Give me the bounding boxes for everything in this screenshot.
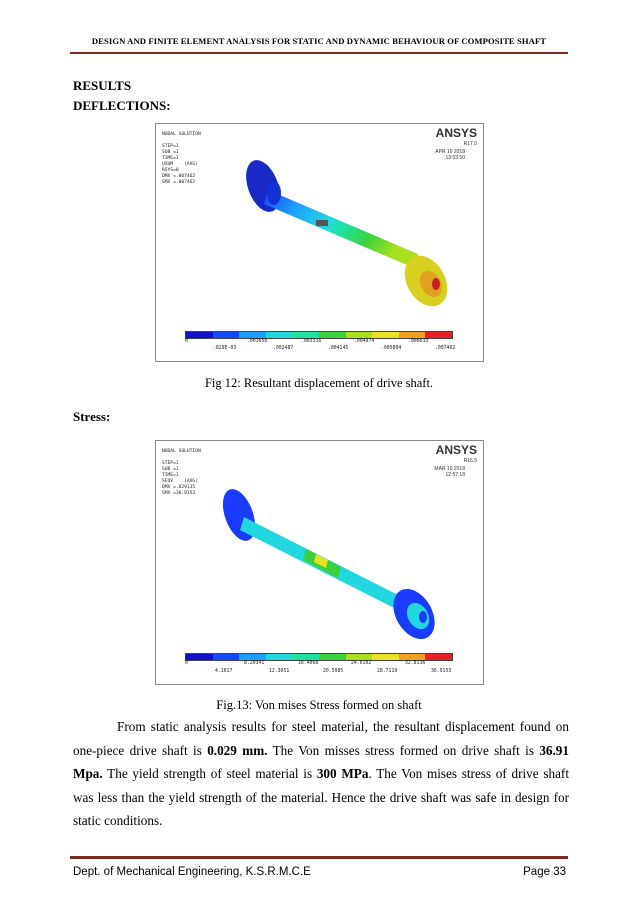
fig13-ansys-logo: ANSYS	[435, 443, 477, 457]
fig13-legend-2: 8.20341	[244, 661, 265, 666]
displacement-value: 0.029 mm.	[207, 742, 268, 758]
fig12-legend-swatch-9	[425, 332, 452, 338]
fig13-legend-swatch-2	[239, 654, 266, 660]
fig13-legend-0: 0	[185, 661, 188, 666]
fig13-legend-6: 24.6102	[351, 661, 372, 666]
para-text-3: The yield strength of steel material is	[102, 766, 317, 782]
fig12-legend-1: .829E-03	[213, 346, 237, 351]
footer-rule	[70, 856, 568, 859]
fig13-legend-swatch-7	[372, 654, 399, 660]
fig13-legend-3: 12.3051	[269, 669, 290, 674]
fig13-shaft-model	[156, 441, 483, 684]
fig12-legend-6: .004974	[354, 339, 375, 344]
fig13-legend-5: 20.5085	[323, 669, 344, 674]
fig12-legend-5: .004145	[328, 346, 349, 351]
fig13-time: 12:57:18	[445, 472, 465, 478]
fig12-caption: Fig 12: Resultant displacement of drive shaft.	[204, 376, 434, 390]
fig13-legend-4: 16.4068	[298, 661, 319, 666]
figure-12-resultant-displacement	[155, 123, 484, 362]
para-text-2: The Von misses stress formed on drive shaft is	[267, 742, 540, 758]
fig12-ansys-logo: ANSYS	[435, 126, 477, 140]
fig12-legend-8: .006633	[408, 339, 429, 344]
fig13-legend-9: 36.9153	[431, 669, 452, 674]
fig13-legend-swatch-1	[213, 654, 240, 660]
yield-strength-value: 300 MPa	[316, 766, 369, 782]
para-text-1: From static analysis results for steel material, the resultant displacement found on one-piece drive shaft is	[73, 719, 569, 758]
fig12-legend-swatch-4	[292, 332, 319, 338]
fig13-caption: Fig.13: Von mises Stress formed on shaft	[216, 698, 422, 712]
fig13-legend-swatch-6	[346, 654, 373, 660]
fig12-legend-7: .005804	[381, 346, 402, 351]
fig13-legend-7: 28.7119	[377, 669, 398, 674]
fig12-legend-swatch-6	[346, 332, 373, 338]
fig12-legend-9: .007462	[435, 346, 456, 351]
fig13-legend-swatch-5	[319, 654, 346, 660]
fig12-legend-0: 0	[185, 339, 188, 344]
fig12-shaft-model	[156, 124, 483, 361]
results-heading: RESULTS	[73, 78, 132, 93]
deflections-heading: DEFLECTIONS:	[73, 98, 171, 113]
fig12-ansys-version: R17.0	[463, 141, 477, 147]
fig12-legend-swatch-5	[319, 332, 346, 338]
footer-department: Dept. of Mechanical Engineering, K.S.R.M.C.E	[73, 866, 311, 878]
running-header: DESIGN AND FINITE ELEMENT ANALYSIS FOR STATIC AND DYNAMIC BEHAVIOUR OF COMPOSITE SHAFT	[91, 36, 547, 46]
fig12-legend-3: .002487	[273, 346, 294, 351]
fig12-date: APR 10 2018	[435, 149, 465, 155]
fig13-info-block: NODAL SOLUTION STEP=1 SUB =1 TIME=1 SEQV (AVG) DMX =.029135 SMX =36.9153	[162, 449, 201, 496]
fig12-time: 13:03:50	[445, 155, 465, 161]
footer-page-number: Page 33	[523, 866, 566, 878]
fig12-legend-swatch-7	[372, 332, 399, 338]
fig12-legend-swatch-1	[213, 332, 240, 338]
fig12-info-block: NODAL SOLUTION STEP=1 SUB =1 TIME=1 USUM (AVG) RSYS=0 DMX =.007462 SMX =.007462	[162, 132, 201, 185]
fig13-legend-8: 32.8136	[405, 661, 426, 666]
para-text-4: . The Von mises stress of drive shaft was less than the yield strength of the material. Hence the drive shaft was safe in design for static conditions.	[73, 766, 569, 829]
fig12-legend-swatch-8	[399, 332, 426, 338]
stress-value: 36.91 Mpa.	[73, 742, 569, 782]
fig12-legend-4: .003316	[301, 339, 322, 344]
fig13-date: MAR 10 2018	[434, 466, 465, 472]
fig13-ansys-version: R16.5	[463, 458, 477, 464]
fig13-legend-swatch-9	[425, 654, 452, 660]
fig13-legend-swatch-8	[399, 654, 426, 660]
header-rule	[70, 52, 568, 54]
fig12-legend-swatch-0	[186, 332, 213, 338]
fig13-legend-swatch-3	[266, 654, 293, 660]
stress-heading: Stress:	[73, 409, 111, 424]
fig12-legend-swatch-3	[266, 332, 293, 338]
fig13-color-legend	[185, 653, 453, 661]
fig12-legend-2: .001658	[247, 339, 268, 344]
fig12-color-legend	[185, 331, 453, 339]
fig13-legend-swatch-0	[186, 654, 213, 660]
fig13-legend-swatch-4	[292, 654, 319, 660]
fig13-legend-1: 4.1017	[215, 669, 233, 674]
results-paragraph	[73, 715, 569, 833]
fig12-legend-swatch-2	[239, 332, 266, 338]
figure-13-von-mises-stress	[155, 440, 484, 685]
